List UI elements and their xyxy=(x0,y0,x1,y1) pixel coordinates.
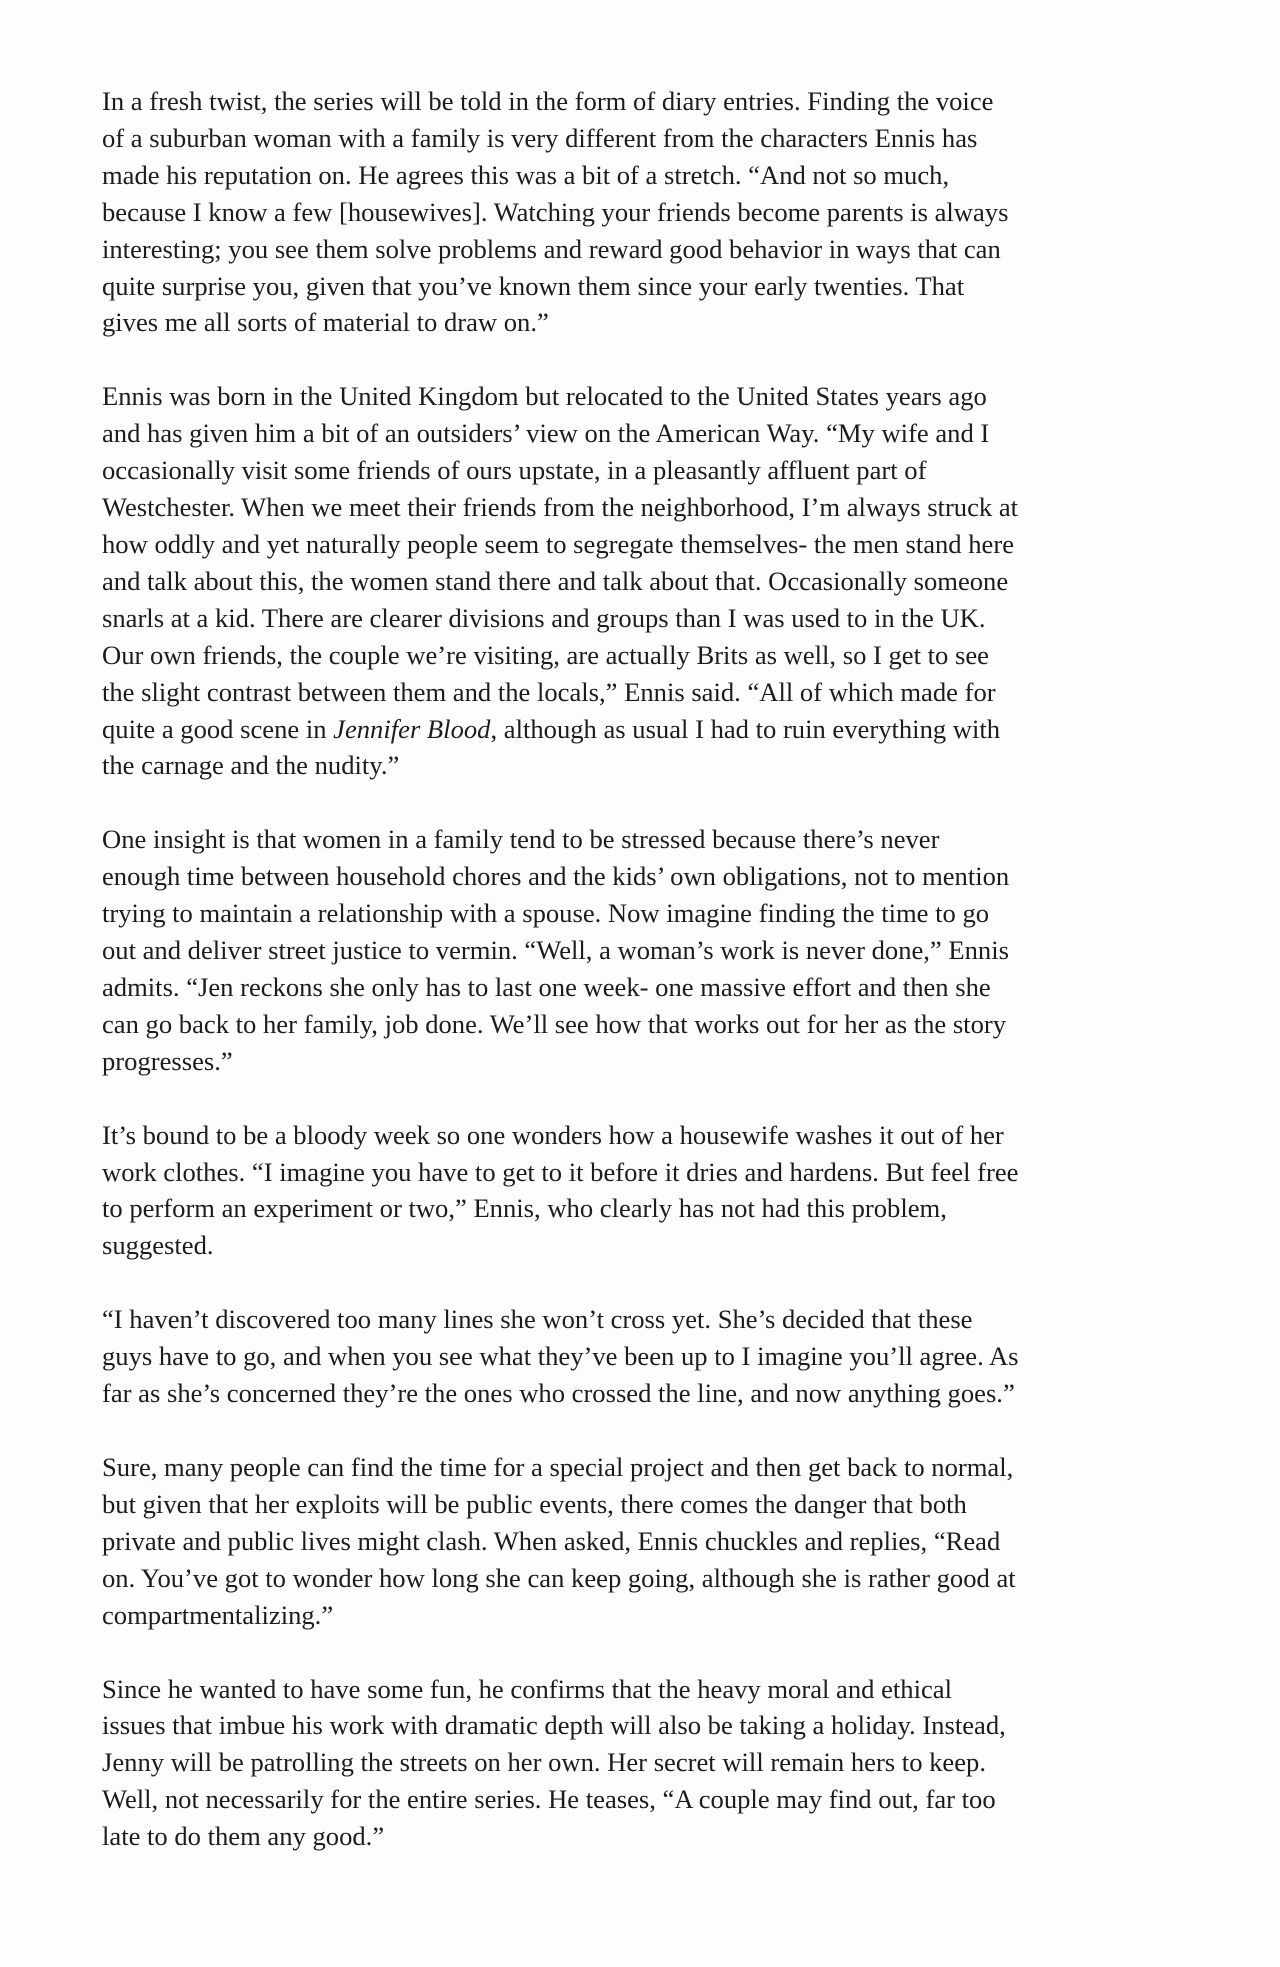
paragraph-line: snarls at a kid. There are clearer divisions and groups than I was used to in the UK. xyxy=(102,602,986,633)
paragraph-line: because I know a few [housewives]. Watching your friends become parents is always xyxy=(102,196,1009,227)
paragraph-line: interesting; you see them solve problems and reward good behavior in ways that can xyxy=(102,233,1001,264)
paragraph-line: and has given him a bit of an outsiders’ view on the American Way. “My wife and I xyxy=(102,418,990,449)
paragraph-line: of a suburban woman with a family is very different from the characters Ennis has xyxy=(102,122,978,153)
line-text: quite a good scene in xyxy=(102,713,334,744)
paragraph-line: progresses.” xyxy=(102,1045,233,1076)
paragraph-line: suggested. xyxy=(102,1230,214,1261)
paragraph-line: the slight contrast between them and the locals,” Ennis said. “All of which made for xyxy=(102,676,996,707)
italic-title: Jennifer Blood xyxy=(333,713,491,744)
article-paragraph xyxy=(102,1449,1184,1634)
paragraph-line: how oddly and yet naturally people seem to segregate themselves- the men stand here xyxy=(102,528,1015,559)
paragraph-line: to perform an experiment or two,” Ennis, who clearly has not had this problem, xyxy=(102,1193,947,1224)
paragraph-line: but given that her exploits will be public events, there comes the danger that both xyxy=(102,1488,967,1519)
paragraph-line: issues that imbue his work with dramatic depth will also be taking a holiday. Instead, xyxy=(102,1710,1006,1741)
paragraph-line: the carnage and the nudity.” xyxy=(102,750,400,781)
paragraph-line: Well, not necessarily for the entire series. He teases, “A couple may find out, far too xyxy=(102,1784,996,1815)
paragraph-line: compartmentalizing.” xyxy=(102,1599,334,1630)
paragraph-line: In a fresh twist, the series will be told in the form of diary entries. Finding the voice xyxy=(102,86,994,116)
paragraph-line xyxy=(102,711,1184,748)
article-body xyxy=(102,83,1184,1855)
paragraph-line: out and deliver street justice to vermin. “Well, a woman’s work is never done,” Ennis xyxy=(102,935,1009,966)
paragraph-line: late to do them any good.” xyxy=(102,1821,385,1852)
paragraph-line: gives me all sorts of material to draw on.” xyxy=(102,307,549,338)
paragraph-line: One insight is that women in a family tend to be stressed because there’s never xyxy=(102,824,940,855)
paragraph-line: Sure, many people can find the time for a special project and then get back to normal, xyxy=(102,1452,1014,1482)
paragraph-line: quite surprise you, given that you’ve known them since your early twenties. That xyxy=(102,270,965,301)
article-paragraph xyxy=(102,1671,1184,1856)
paragraph-line: admits. “Jen reckons she only has to last one week- one massive effort and then she xyxy=(102,971,991,1002)
paragraph-line: guys have to go, and when you see what they’ve been up to I imagine you’ll agree. As xyxy=(102,1341,1019,1372)
paragraph-line: private and public lives might clash. When asked, Ennis chuckles and replies, “Read xyxy=(102,1525,1001,1556)
paragraph-line: made his reputation on. He agrees this was a bit of a stretch. “And not so much, xyxy=(102,159,950,190)
article-paragraph xyxy=(102,83,1184,341)
article-paragraph xyxy=(102,1117,1184,1265)
article-paragraph xyxy=(102,378,1184,784)
paragraph-line: work clothes. “I imagine you have to get to it before it dries and hardens. But feel free xyxy=(102,1156,1019,1187)
paragraph-line: Since he wanted to have some fun, he confirms that the heavy moral and ethical xyxy=(102,1673,952,1704)
paragraph-line: Westchester. When we meet their friends from the neighborhood, I’m always struck at xyxy=(102,492,1019,523)
paragraph-line: far as she’s concerned they’re the ones who crossed the line, and now anything goes.” xyxy=(102,1378,1015,1409)
paragraph-line: “I haven’t discovered too many lines she won’t cross yet. She’s decided that these xyxy=(102,1304,973,1335)
paragraph-line: trying to maintain a relationship with a spouse. Now imagine finding the time to go xyxy=(102,898,990,929)
paragraph-line: occasionally visit some friends of ours upstate, in a pleasantly affluent part of xyxy=(102,455,927,486)
paragraph-line: can go back to her family, job done. We’ll see how that works out for her as the story xyxy=(102,1008,1007,1039)
article-paragraph xyxy=(102,1301,1184,1412)
paragraph-line: It’s bound to be a bloody week so one wonders how a housewife washes it out of her xyxy=(102,1119,1004,1150)
paragraph-line: and talk about this, the women stand there and talk about that. Occasionally someone xyxy=(102,565,1009,596)
paragraph-line: on. You’ve got to wonder how long she can keep going, although she is rather good at xyxy=(102,1562,1016,1593)
paragraph-line: Our own friends, the couple we’re visiting, are actually Brits as well, so I get to see xyxy=(102,639,989,670)
paragraph-line: Jenny will be patrolling the streets on her own. Her secret will remain hers to keep. xyxy=(102,1747,986,1778)
paragraph-line: enough time between household chores and the kids’ own obligations, not to mention xyxy=(102,861,1010,892)
line-text: , although as usual I had to ruin everything with xyxy=(490,713,1001,744)
paragraph-line: Ennis was born in the United Kingdom but relocated to the United States years ago xyxy=(102,381,987,412)
article-paragraph xyxy=(102,821,1184,1079)
